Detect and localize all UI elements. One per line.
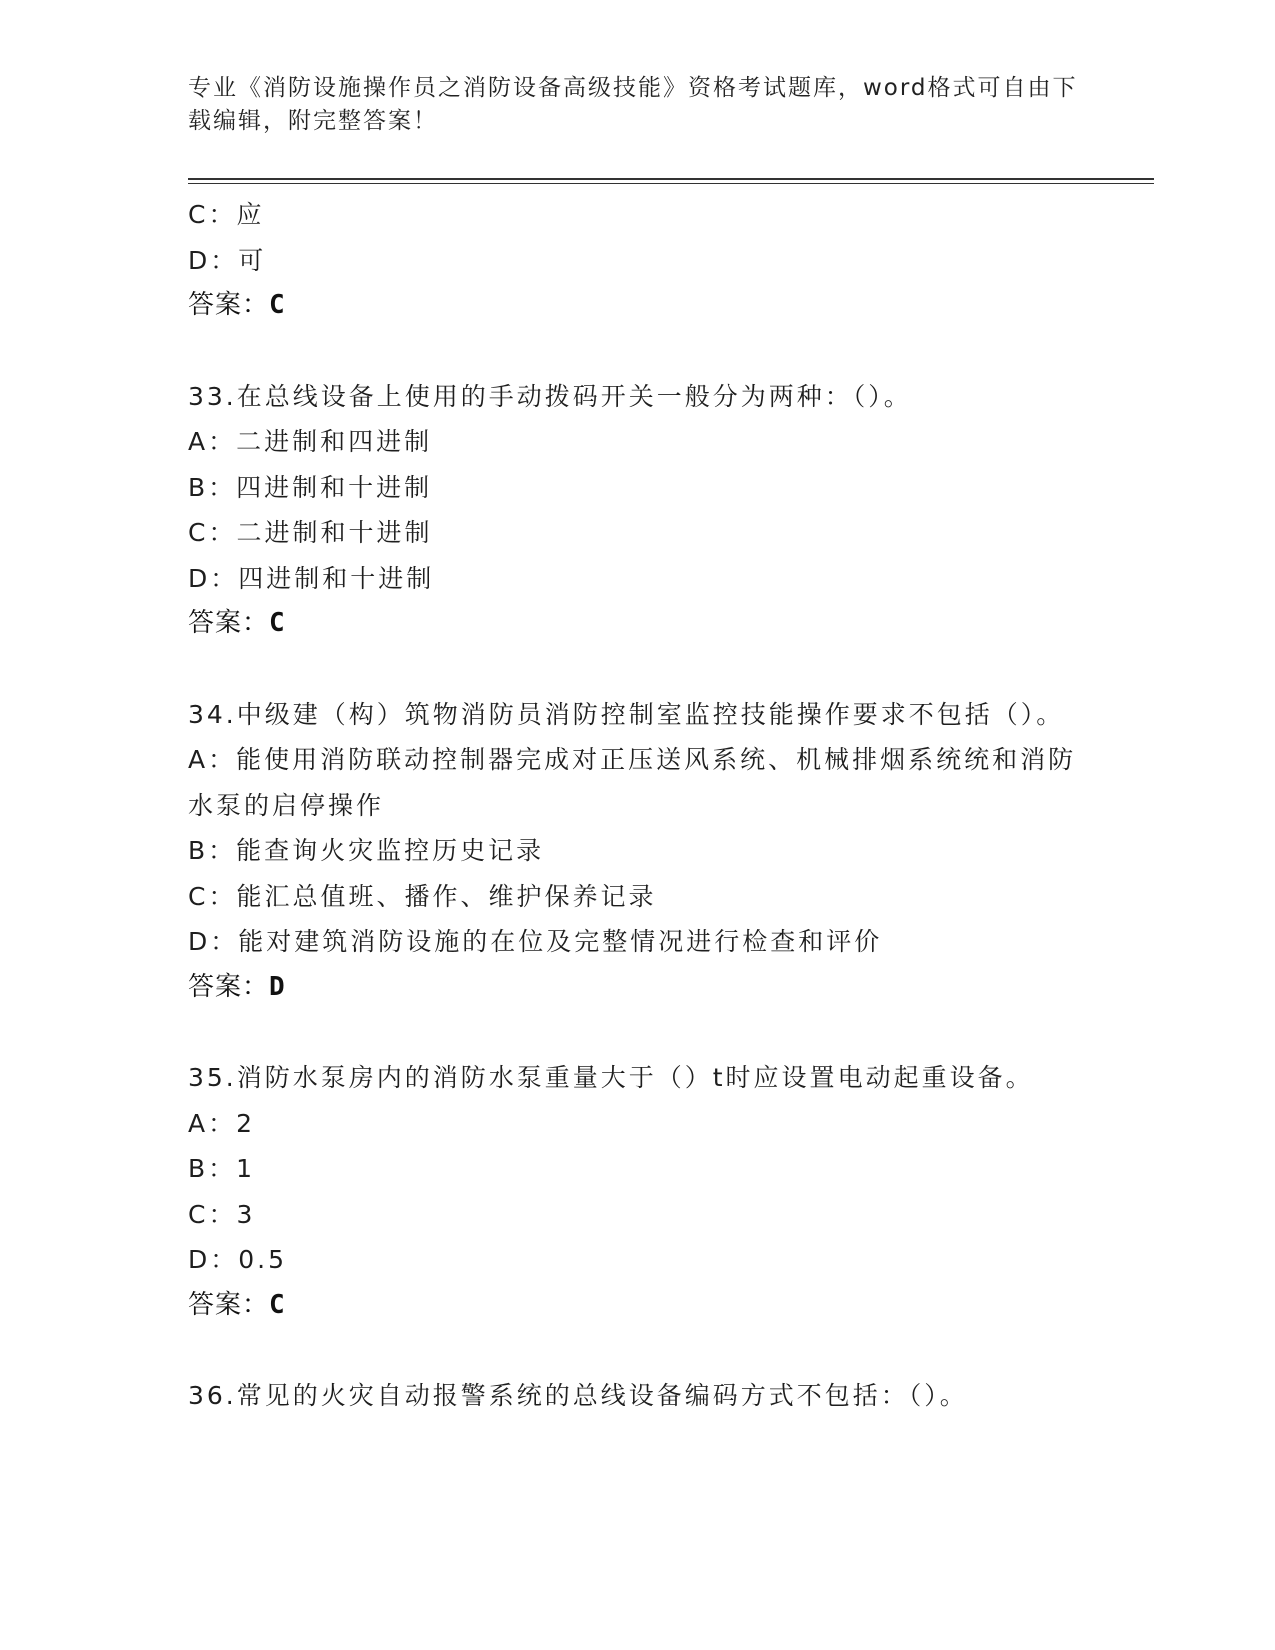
answer-label: 答案：	[188, 971, 270, 1002]
answer-label: 答案：	[188, 1289, 270, 1320]
answer-value: C	[269, 1289, 286, 1320]
option-c: C：3	[188, 1199, 256, 1229]
question-33	[188, 374, 1088, 647]
option-a: A：能使用消防联动控制器完成对正压送风系统、机械排烟系统统和消防水泵的启停操作	[188, 745, 1077, 820]
answer-line	[188, 965, 1088, 1011]
question-stem: 33.在总线设备上使用的手动拨码开关一般分为两种：（）。	[188, 381, 912, 411]
answer-line	[188, 601, 1088, 647]
answer-label: 答案：	[188, 290, 270, 320]
option-c: C：应	[188, 200, 265, 229]
option-c: C：能汇总值班、播作、维护保养记录	[188, 881, 657, 911]
option-b: B：能查询火灾监控历史记录	[188, 836, 545, 865]
option-a: A：二进制和四进制	[188, 427, 433, 456]
option-d: D：可	[188, 245, 267, 275]
answer-value: C	[269, 608, 286, 638]
header-divider-thick	[188, 178, 1154, 180]
question-stem: 36.常见的火灾自动报警系统的总线设备编码方式不包括：（）。	[188, 1381, 968, 1410]
question-34	[188, 692, 1088, 1011]
answer-label: 答案：	[188, 608, 270, 638]
option-b: B：1	[188, 1154, 256, 1183]
answer-value: C	[269, 290, 286, 320]
answer-value: D	[269, 971, 286, 1002]
option-d: D：四进制和十进制	[188, 563, 435, 593]
header-divider-thin	[188, 183, 1154, 184]
question-list	[188, 192, 1088, 1419]
page-header: 专业《消防设施操作员之消防设备高级技能》资格考试题库，word格式可自由下载编辑，附完整答案！	[188, 75, 1078, 134]
question-36	[188, 1373, 1088, 1419]
option-d: D：0.5	[188, 1245, 288, 1274]
question-stem: 35.消防水泵房内的消防水泵重量大于（）t时应设置电动起重设备。	[188, 1063, 1034, 1092]
option-d: D：能对建筑消防设施的在位及完整情况进行检查和评价	[188, 927, 883, 956]
question-fragment	[188, 192, 1088, 329]
option-b: B：四进制和十进制	[188, 472, 433, 502]
answer-line	[188, 283, 1088, 329]
option-c: C：二进制和十进制	[188, 518, 433, 547]
answer-line	[188, 1283, 1088, 1329]
question-35	[188, 1055, 1088, 1328]
option-a: A：2	[188, 1108, 256, 1138]
question-stem: 34.中级建（构）筑物消防员消防控制室监控技能操作要求不包括（）。	[188, 699, 1065, 729]
